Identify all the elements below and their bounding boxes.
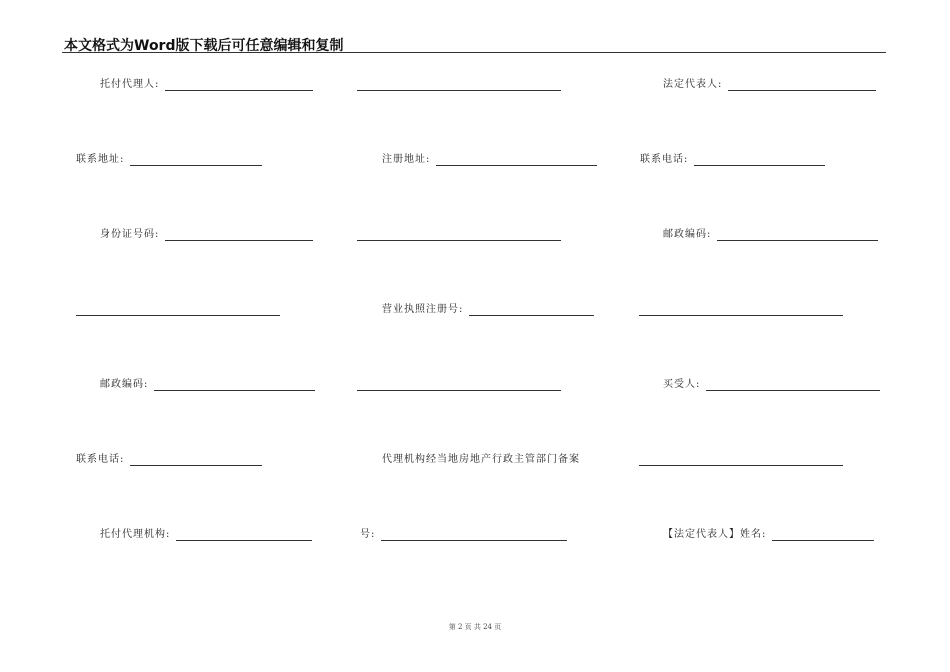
legal-rep-blank-1[interactable]: [728, 79, 876, 91]
id-number-field: [100, 229, 313, 241]
contact-address-field: [76, 154, 262, 166]
contact-phone-blank-2[interactable]: [130, 454, 262, 466]
postal-code-blank-1[interactable]: [717, 229, 878, 241]
contact-address-blank[interactable]: [130, 154, 262, 166]
agent-org-label: 托付代理机构:: [100, 529, 171, 540]
agent-org-field: [100, 529, 312, 541]
buyer-blank[interactable]: [706, 379, 880, 391]
agent-person-field: [100, 79, 313, 91]
postal-code-label-2: 邮政编码:: [100, 379, 149, 390]
agent-person-label: 托付代理人:: [100, 79, 160, 90]
number-field: [360, 529, 567, 541]
registered-address-field: [382, 154, 597, 166]
page-number: 第 2 页 共 24 页: [448, 623, 502, 631]
legal-rep-name-field: [663, 529, 874, 541]
postal-code-field-1: [663, 229, 878, 241]
postal-code-field-2: [100, 379, 315, 391]
id-number-label: 身份证号码:: [100, 229, 160, 240]
registered-address-blank[interactable]: [436, 154, 597, 166]
legal-rep-name-blank[interactable]: [772, 529, 874, 541]
buyer-field: [663, 379, 880, 391]
registered-address-label: 注册地址:: [382, 154, 431, 165]
buyer-label: 买受人:: [663, 379, 701, 390]
blank-line-r5-mid[interactable]: [357, 390, 561, 391]
number-label: 号:: [360, 529, 376, 540]
business-license-label: 营业执照注册号:: [382, 304, 464, 315]
agent-person-blank[interactable]: [165, 79, 313, 91]
legal-rep-field-1: [663, 79, 876, 91]
contact-phone-field-1: [640, 154, 825, 166]
contact-phone-label-2: 联系电话:: [76, 454, 125, 465]
blank-line-r6-right[interactable]: [639, 465, 843, 466]
id-number-blank[interactable]: [165, 229, 313, 241]
business-license-field: [382, 304, 594, 316]
header-rule: [62, 52, 886, 53]
blank-line-r1-mid[interactable]: [357, 90, 561, 91]
blank-line-r3-mid[interactable]: [357, 240, 561, 241]
contact-phone-field-2: [76, 454, 262, 466]
contact-address-label: 联系地址:: [76, 154, 125, 165]
number-blank[interactable]: [381, 529, 567, 541]
postal-code-label-1: 邮政编码:: [663, 229, 712, 240]
document-header: 本文格式为Word版下载后可任意编辑和复制: [64, 38, 344, 54]
legal-rep-name-label: 【法定代表人】姓名:: [663, 529, 767, 540]
contact-phone-label-1: 联系电话:: [640, 154, 689, 165]
legal-rep-label-1: 法定代表人:: [663, 79, 723, 90]
postal-code-blank-2[interactable]: [154, 379, 315, 391]
agent-org-blank[interactable]: [176, 529, 312, 541]
blank-line-r4-right[interactable]: [639, 315, 843, 316]
filing-text: 代理机构经当地房地产行政主管部门备案: [382, 454, 580, 465]
business-license-blank[interactable]: [469, 304, 594, 316]
contact-phone-blank-1[interactable]: [694, 154, 825, 166]
blank-line-r4-left[interactable]: [76, 315, 280, 316]
